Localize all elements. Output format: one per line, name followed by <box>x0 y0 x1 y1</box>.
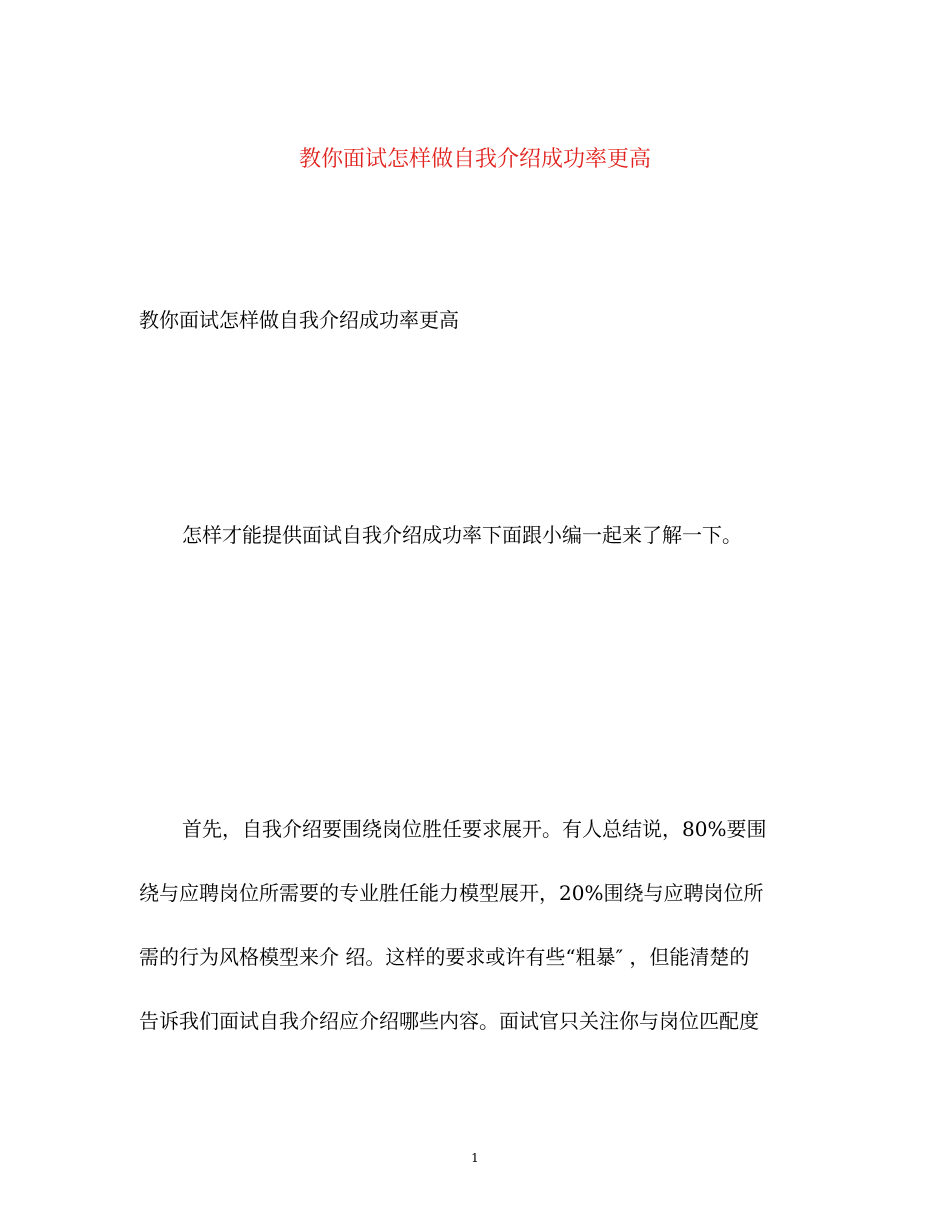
document-title: 教你面试怎样做自我介绍成功率更高 <box>298 147 651 172</box>
paragraph-intro <box>139 518 811 582</box>
document-subtitle: 教你面试怎样做自我介绍成功率更高 <box>139 308 459 332</box>
paragraph-line: 绕与应聘岗位所需要的专业胜任能力模型展开，20%围绕与应聘岗位所 <box>139 881 764 905</box>
paragraph-line: 首先，自我介绍要围绕岗位胜任要求展开。有人总结说，80%要围 <box>182 817 767 841</box>
page-number: 1 <box>471 1151 479 1165</box>
paragraph-line: 需的行为风格模型来介 绍。这样的要求或许有些“粗暴″ ，但能清楚的 <box>139 945 750 969</box>
paragraph-first-point <box>139 812 811 1068</box>
paragraph-line: 怎样才能提供面试自我介绍成功率下面跟小编一起来了解一下。 <box>182 523 742 547</box>
paragraph-line: 告诉我们面试自我介绍应介绍哪些内容。面试官只关注你与岗位匹配度 <box>139 1009 759 1033</box>
